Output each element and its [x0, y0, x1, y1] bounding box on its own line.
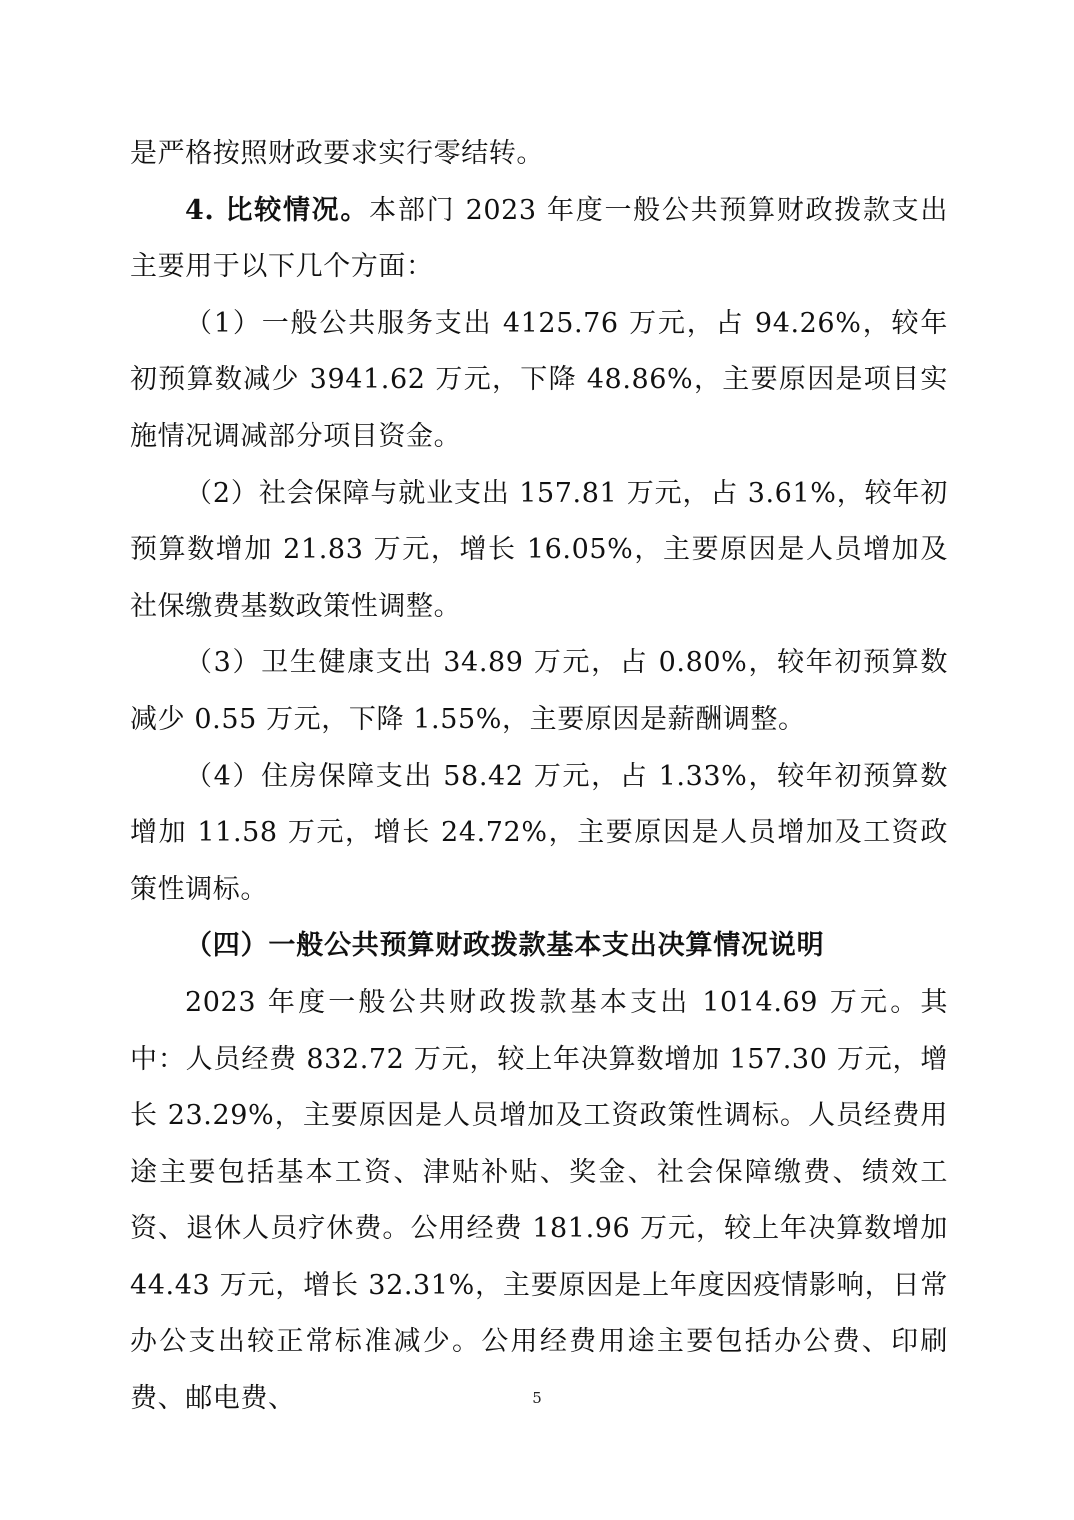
- item-paragraph-1: （1）一般公共服务支出 4125.76 万元，占 94.26%，较年初预算数减少 3941.62 万元，下降 48.86%，主要原因是项目实施情况调减部分项目资金。: [130, 307, 948, 452]
- continuation-paragraph: 是严格按照财政要求实行零结转。: [130, 138, 544, 169]
- section-title: （四）一般公共预算财政拨款基本支出决算情况说明: [185, 930, 825, 962]
- item-paragraph-2: （2）社会保障与就业支出 157.81 万元，占 3.61%，较年初预算数增加 21.83 万元，增长 16.05%，主要原因是人员增加及社保缴费基数政策性调整。: [130, 477, 948, 622]
- item-paragraph-4: （4）住房保障支出 58.42 万元，占 1.33%，较年初预算数增加 11.58 万元，增长 24.72%，主要原因是人员增加及工资政策性调标。: [130, 760, 948, 905]
- item-paragraph-3: （3）卫生健康支出 34.89 万元，占 0.80%，较年初预算数减少 0.55 万元，下降 1.55%，主要原因是薪酬调整。: [130, 647, 948, 735]
- comparison-intro: 本部门 2023 年度一般公共预算财政拨款支出主要用于以下几个方面：: [130, 194, 948, 283]
- document-body: [130, 126, 948, 1428]
- comparison-heading: 4. 比较情况。: [185, 194, 370, 226]
- section-body-paragraph: 2023 年度一般公共财政拨款基本支出 1014.69 万元。其中：人员经费 832.72 万元，较上年决算数增加 157.30 万元，增长 23.29%，主要原因是人员增加及工资政策性调标。人员经费用途主要包括基本工资、津贴补贴、奖金、社会保障缴费、绩效工资、退休人员疗休费。公用经费 181.96 万元，较上年决算数增加 44.43 万元，增长 32.31%，主要原因是上年度因疫情影响，日常办公支出较正常标准减少。公用经费用途主要包括办公费、印刷费、邮电费、: [130, 986, 948, 1415]
- page-number: 5: [532, 1389, 542, 1407]
- comparison-paragraph: [130, 183, 948, 296]
